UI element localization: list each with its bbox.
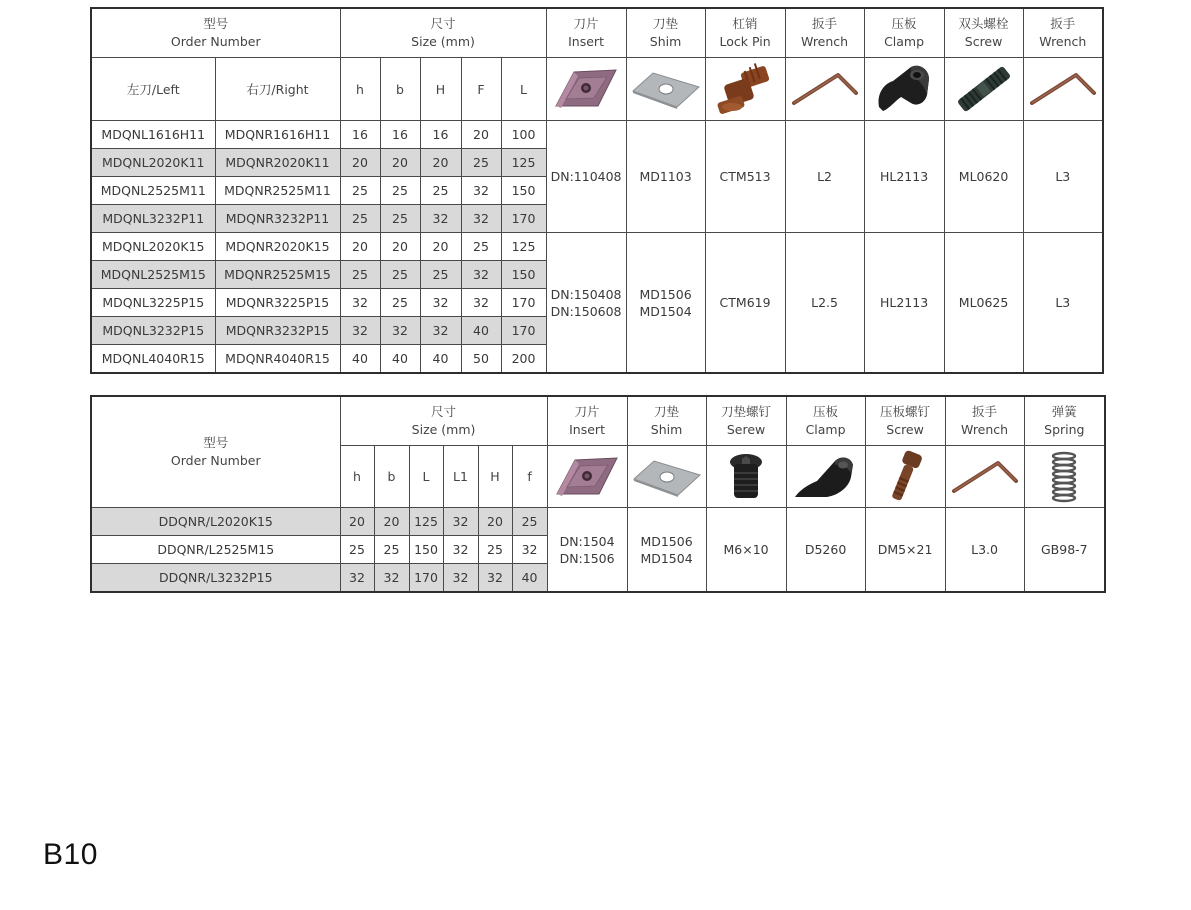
left-order-cell: MDQNL3232P15 [91,317,215,345]
dim-cell: 32 [420,317,461,345]
wrench-part-cell: L2 [785,121,864,233]
size-header: 尺寸 Size (mm) [340,8,546,58]
dim-cell: 40 [340,345,380,374]
shim-screw-header: 刀垫螺钉 Serew [706,396,786,446]
wrench-icon [790,69,860,109]
screw-image-cell [944,58,1023,121]
dim-cell: 25 [478,536,512,564]
dim-cell: 32 [461,261,501,289]
dim-header-b: b [380,58,420,121]
dim-cell: 20 [340,508,374,536]
dim-header-b: b [374,446,409,508]
dim-header-f: f [512,446,547,508]
spring-part-cell: GB98-7 [1024,508,1105,593]
dim-cell: 20 [461,121,501,149]
dim-header-H: H [420,58,461,121]
table-row [91,233,1103,261]
dim-header-L: L [501,58,546,121]
left-order-cell: MDQNL2525M11 [91,177,215,205]
dim-cell: 25 [420,177,461,205]
dim-cell: 25 [380,261,420,289]
dim-cell: 25 [380,289,420,317]
dim-cell: 32 [380,317,420,345]
dim-cell: 200 [501,345,546,374]
left-header: 左刀/Left [91,58,215,121]
insert-icon [553,454,621,500]
shim-screw-icon [724,450,768,504]
left-order-cell: MDQNL2525M15 [91,261,215,289]
dim-cell: 50 [461,345,501,374]
dim-cell: 32 [512,536,547,564]
insert-icon [552,66,620,112]
wrench-icon [1028,69,1098,109]
dim-header-h: h [340,58,380,121]
dim-cell: 150 [501,261,546,289]
left-order-cell: MDQNL3232P11 [91,205,215,233]
wrench-image-cell [785,58,864,121]
shim-header: 刀垫 Shim [626,8,705,58]
clamp-screw-part-cell: DM5×21 [865,508,945,593]
clamp-part-cell: D5260 [786,508,865,593]
dim-cell: 32 [443,508,478,536]
dim-cell: 25 [340,205,380,233]
shim-screw-part-cell: M6×10 [706,508,786,593]
clamp-screw-image-cell [865,446,945,508]
order-cell: DDQNR/L2020K15 [91,508,340,536]
dim-cell: 32 [443,536,478,564]
dim-cell: 125 [409,508,443,536]
wrench-icon [950,457,1020,497]
clamp-icon [791,451,861,503]
insert-part-cell: DN:150408 DN:150608 [546,233,626,374]
right-header: 右刀/Right [215,58,340,121]
dim-cell: 32 [340,564,374,593]
insert-header: 刀片 Insert [547,396,627,446]
dim-cell: 32 [461,289,501,317]
right-order-cell: MDQNR3232P15 [215,317,340,345]
wrench2-header: 扳手 Wrench [1023,8,1103,58]
wrench-header: 扳手 Wrench [785,8,864,58]
lock-pin-part-cell: CTM619 [705,233,785,374]
dim-cell: 25 [512,508,547,536]
left-order-cell: MDQNL4040R15 [91,345,215,374]
dim-cell: 40 [512,564,547,593]
table-row [91,121,1103,149]
dim-cell: 125 [501,149,546,177]
insert-header: 刀片 Insert [546,8,626,58]
order-cell: DDQNR/L2525M15 [91,536,340,564]
lock-pin-header: 杠销 Lock Pin [705,8,785,58]
shim-image-cell [627,446,706,508]
shim-image-cell [626,58,705,121]
right-order-cell: MDQNR4040R15 [215,345,340,374]
lock-pin-part-cell: CTM513 [705,121,785,233]
page-number: B10 [43,838,98,871]
dim-cell: 16 [380,121,420,149]
dim-cell: 32 [340,317,380,345]
dim-cell: 25 [461,149,501,177]
wrench-part-cell: L3.0 [945,508,1024,593]
dim-cell: 25 [340,177,380,205]
right-order-cell: MDQNR1616H11 [215,121,340,149]
shim-screw-image-cell [706,446,786,508]
shim-icon [631,69,701,109]
dim-cell: 32 [443,564,478,593]
screw-part-cell: ML0620 [944,121,1023,233]
dim-cell: 25 [420,261,461,289]
clamp-header: 压板 Clamp [786,396,865,446]
wrench2-part-cell: L3 [1023,233,1103,374]
shim-part-cell: MD1506 MD1504 [626,233,705,374]
dim-cell: 20 [420,149,461,177]
clamp-image-cell [864,58,944,121]
shim-part-cell: MD1103 [626,121,705,233]
wrench-image-cell [945,446,1024,508]
shim-part-cell: MD1506 MD1504 [627,508,706,593]
dim-header-h: h [340,446,374,508]
screw-icon [949,61,1019,117]
left-order-cell: MDQNL1616H11 [91,121,215,149]
order-number-header: 型号 Order Number [91,396,340,508]
dim-cell: 25 [380,177,420,205]
spring-image-cell [1024,446,1105,508]
clamp-icon [871,61,937,117]
order-cell: DDQNR/L3232P15 [91,564,340,593]
dim-cell: 25 [461,233,501,261]
order-number-header: 型号 Order Number [91,8,340,58]
dim-cell: 32 [461,177,501,205]
dim-cell: 150 [409,536,443,564]
right-order-cell: MDQNR2020K15 [215,233,340,261]
dim-header-F: F [461,58,501,121]
wrench2-image-cell [1023,58,1103,121]
left-order-cell: MDQNL2020K11 [91,149,215,177]
wrench-header: 扳手 Wrench [945,396,1024,446]
clamp-part-cell: HL2113 [864,121,944,233]
right-order-cell: MDQNR3225P15 [215,289,340,317]
dim-cell: 16 [340,121,380,149]
wrench-part-cell: L2.5 [785,233,864,374]
dim-cell: 40 [420,345,461,374]
spec-table-mdqn [90,7,1104,374]
dim-cell: 32 [420,289,461,317]
dim-cell: 25 [340,261,380,289]
dim-cell: 20 [478,508,512,536]
dim-cell: 32 [461,205,501,233]
spring-header: 弹簧 Spring [1024,396,1105,446]
dim-cell: 20 [380,233,420,261]
dim-cell: 170 [501,317,546,345]
dim-cell: 32 [340,289,380,317]
spring-icon [1047,450,1081,504]
dim-cell: 40 [380,345,420,374]
dim-cell: 150 [501,177,546,205]
dim-cell: 20 [420,233,461,261]
shim-header: 刀垫 Shim [627,396,706,446]
dim-cell: 40 [461,317,501,345]
lock-pin-image-cell [705,58,785,121]
dim-cell: 25 [374,536,409,564]
dim-cell: 20 [380,149,420,177]
dim-cell: 32 [374,564,409,593]
clamp-screw-header: 压板螺钉 Screw [865,396,945,446]
shim-icon [632,457,702,497]
clamp-image-cell [786,446,865,508]
dim-header-H: H [478,446,512,508]
dim-cell: 170 [501,289,546,317]
dim-header-L: L [409,446,443,508]
dim-cell: 20 [374,508,409,536]
clamp-part-cell: HL2113 [864,233,944,374]
table-row [91,508,1105,536]
left-order-cell: MDQNL3225P15 [91,289,215,317]
clamp-header: 压板 Clamp [864,8,944,58]
dim-cell: 170 [501,205,546,233]
dim-cell: 32 [478,564,512,593]
insert-part-cell: DN:110408 [546,121,626,233]
right-order-cell: MDQNR2525M11 [215,177,340,205]
dim-cell: 25 [380,205,420,233]
left-order-cell: MDQNL2020K15 [91,233,215,261]
right-order-cell: MDQNR2525M15 [215,261,340,289]
dim-cell: 125 [501,233,546,261]
dim-cell: 170 [409,564,443,593]
size-header: 尺寸 Size (mm) [340,396,547,446]
spec-table-ddqn [90,395,1106,593]
dim-cell: 20 [340,149,380,177]
dim-header-L1: L1 [443,446,478,508]
insert-image-cell [546,58,626,121]
right-order-cell: MDQNR3232P11 [215,205,340,233]
screw-header: 双头螺栓 Screw [944,8,1023,58]
dim-cell: 32 [420,205,461,233]
insert-part-cell: DN:1504 DN:1506 [547,508,627,593]
insert-image-cell [547,446,627,508]
right-order-cell: MDQNR2020K11 [215,149,340,177]
dim-cell: 25 [340,536,374,564]
lock-pin-icon [712,61,778,117]
clamp-screw-icon [880,449,930,505]
screw-part-cell: ML0625 [944,233,1023,374]
dim-cell: 100 [501,121,546,149]
wrench2-part-cell: L3 [1023,121,1103,233]
dim-cell: 20 [340,233,380,261]
dim-cell: 16 [420,121,461,149]
